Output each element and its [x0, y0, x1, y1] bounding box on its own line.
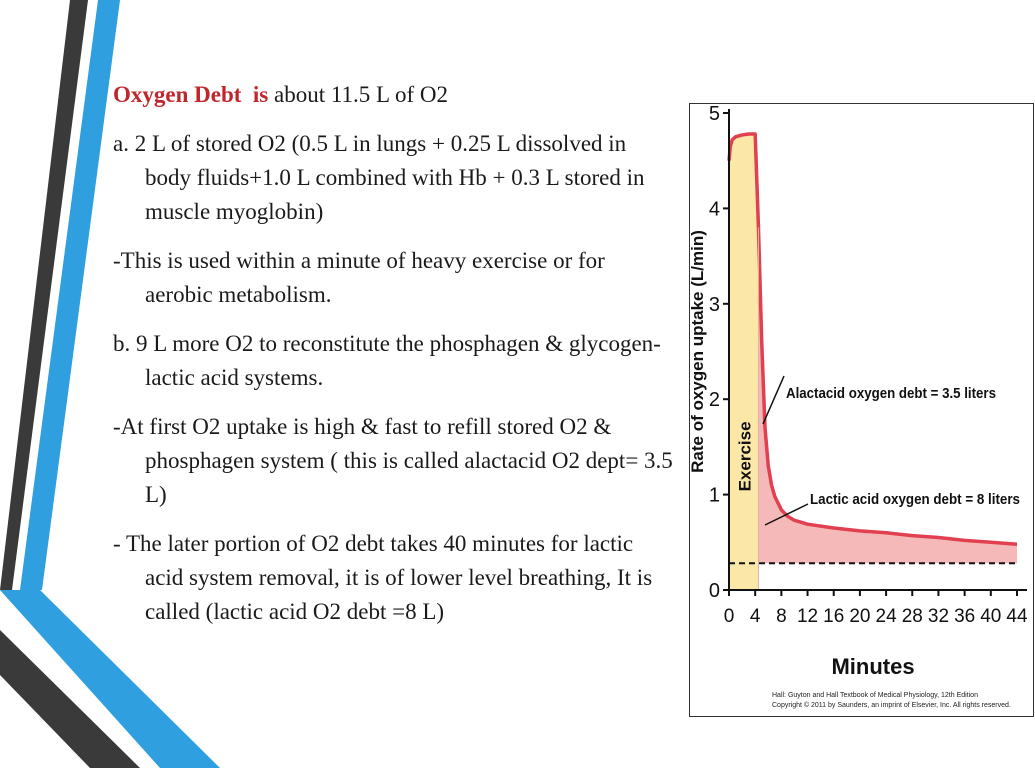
x-tick-label: 32 — [927, 606, 950, 627]
y-tick-label: 4 — [708, 198, 720, 221]
x-tick-label: 12 — [796, 606, 819, 627]
exercise-label: Exercise — [735, 421, 755, 492]
lactic-annotation: Lactic acid oxygen debt = 8 liters — [810, 491, 1020, 508]
note-a: -This is used within a minute of heavy exercise or for aerobic metabolism. — [113, 248, 605, 307]
title-keyword: Oxygen Debt — [113, 82, 242, 107]
x-tick-label: 4 — [749, 606, 761, 627]
point-b: b. 9 L more O2 to reconstitute the phosphagen & glycogen-lactic acid systems. — [113, 331, 661, 390]
x-tick-label: 8 — [776, 606, 787, 627]
y-tick-label: 0 — [708, 580, 720, 602]
title-rest: about 11.5 L of O2 — [274, 82, 448, 107]
x-tick-label: 20 — [849, 606, 871, 627]
oxygen-debt-chart — [689, 103, 1034, 717]
credit-line-2: Copyright © 2011 by Saunders, an imprint of Elsevier, Inc. All rights reserved. — [772, 702, 1011, 709]
y-tick-label: 3 — [708, 293, 720, 316]
slide-text — [113, 78, 673, 644]
y-tick-label: 1 — [708, 484, 720, 507]
y-tick-label: 5 — [708, 103, 720, 125]
x-axis-title: Minutes — [831, 654, 915, 679]
x-tick-label: 40 — [980, 606, 1002, 627]
x-tick-label: 36 — [954, 606, 976, 627]
alactacid-leader — [763, 376, 784, 424]
title-is: is — [252, 82, 269, 107]
x-tick-label: 24 — [875, 606, 897, 627]
slide-title — [113, 78, 673, 112]
y-tick-label: 2 — [708, 389, 720, 412]
credit-line-1: Hall: Guyton and Hall Textbook of Medical Physiology, 12th Edition — [772, 692, 978, 699]
note-b1: -At first O2 uptake is high & fast to refill stored O2 & phosphagen system ( this is called alactacid O2 dept= 3.5 L) — [113, 414, 673, 507]
x-tick-label: 16 — [823, 606, 845, 627]
alactacid-annotation: Alactacid oxygen debt = 3.5 liters — [786, 385, 996, 402]
note-b2: - The later portion of O2 debt takes 40 minutes for lactic acid system removal, it is of lower level breathing, It is called (lactic acid O2 debt =8 L) — [113, 531, 653, 624]
x-tick-label: 44 — [1006, 606, 1028, 627]
chart-canvas — [690, 104, 1035, 718]
oxygen-uptake-curve — [729, 134, 1017, 544]
exercise-area — [729, 134, 758, 590]
y-axis-title: Rate of oxygen uptake (L/min) — [688, 230, 707, 473]
point-a: a. 2 L of stored O2 (0.5 L in lungs + 0.25 L dissolved in body fluids+1.0 L combined with Hb + 0.3 L stored in muscle myoglobin) — [113, 131, 645, 224]
x-tick-label: 28 — [901, 606, 923, 627]
x-tick-label: 0 — [723, 606, 735, 627]
